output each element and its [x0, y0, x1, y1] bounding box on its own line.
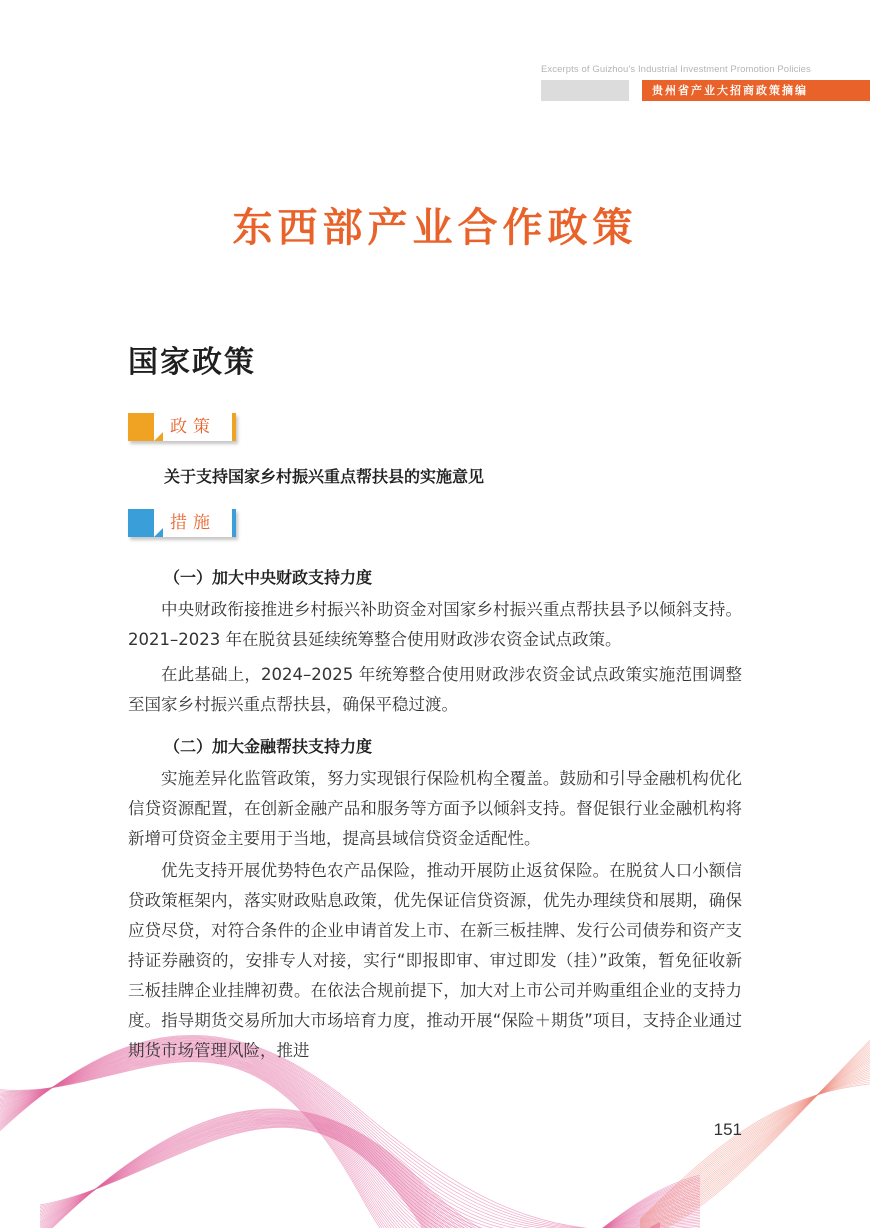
- wave-line: [40, 1114, 660, 1228]
- wave-line: [0, 1049, 700, 1228]
- wave-line: [640, 1055, 870, 1228]
- policy-tag-edge: [232, 413, 236, 441]
- wave-line: [0, 1057, 700, 1228]
- wave-line: [40, 1116, 660, 1228]
- header-english-subtitle: Excerpts of Guizhou's Industrial Investment Promotion Policies: [541, 64, 811, 75]
- wave-line: [40, 1115, 660, 1228]
- wave-line: [640, 1079, 870, 1220]
- wave-line: [0, 1047, 700, 1228]
- measures-tag: [128, 509, 236, 537]
- wave-line: [640, 1042, 870, 1228]
- wave-line: [40, 1124, 660, 1228]
- wave-line: [40, 1109, 660, 1228]
- wave-line: [0, 1062, 700, 1228]
- wave-line: [0, 1059, 700, 1228]
- wave-line: [640, 1050, 870, 1228]
- wave-line: [40, 1112, 660, 1228]
- header-gray-bar: [541, 80, 629, 101]
- paragraph-1-1: 中央财政衔接推进乡村振兴补助资金对国家乡村振兴重点帮扶县予以倾斜支持。2021–2023 年在脱贫县延续统筹整合使用财政涉农资金试点政策。: [128, 600, 742, 649]
- wave-line: [40, 1122, 660, 1228]
- section-title: 国家政策: [128, 345, 256, 380]
- wave-line: [0, 1054, 700, 1228]
- wave-line: [640, 1074, 870, 1222]
- page-title: 东西部产业合作政策: [232, 205, 638, 251]
- wave-line: [0, 1056, 700, 1228]
- wave-line: [640, 1058, 870, 1228]
- wave-line: [0, 1048, 700, 1228]
- wave-line: [640, 1077, 870, 1221]
- policy-tag-label: 政策: [170, 417, 216, 437]
- wave-line: [0, 1045, 700, 1228]
- policy-tag: [128, 413, 236, 441]
- wave-line: [40, 1122, 660, 1228]
- wave-line: [0, 1044, 700, 1228]
- wave-line: [40, 1123, 660, 1228]
- paragraph-2-2: 优先支持开展优势特色农产品保险，推动开展防止返贫保险。在脱贫人口小额信贷政策框架内，落实财政贴息政策，优先保证信贷资源，优先办理续贷和展期，确保应贷尽贷，对符合条件的企业申请首发上市、在新三板挂牌、发行公司债券和资产支持证券融资的，安排专人对接，实行“即报即审、审过即发（挂）”政策，暂免征收新三板挂牌企业挂牌初费。在依法合规前提下，加大对上市公司并购重组企业的支持力度。指导期货交易所加大市场培育力度，推动开展“保险＋期货”项目，支持企业通过期货市场管理风险，推进: [128, 861, 742, 1060]
- wave-line: [40, 1124, 660, 1228]
- measures-tag-edge: [232, 509, 236, 537]
- wave-line: [40, 1111, 660, 1228]
- header-book-title: 贵州省产业大招商政策摘编: [642, 80, 870, 101]
- page-number: 151: [713, 1120, 742, 1139]
- wave-line: [640, 1063, 870, 1225]
- wave-line: [0, 1039, 700, 1228]
- subsection-heading-1: （一）加大中央财政支持力度: [164, 568, 373, 587]
- wave-line: [0, 1046, 700, 1228]
- paragraph-2-1: 实施差异化监管政策，努力实现银行保险机构全覆盖。鼓励和引导金融机构优化信贷资源配置，在创新金融产品和服务等方面予以倾斜支持。督促银行业金融机构将新增可贷资金主要用于当地，提高县域信贷资金适配性。: [128, 769, 742, 848]
- wave-line: [0, 1039, 700, 1228]
- wave-line: [40, 1110, 660, 1228]
- policy-tag-marker: [128, 413, 154, 441]
- wave-line: [40, 1126, 660, 1228]
- wave-line: [0, 1058, 700, 1228]
- wave-line: [40, 1113, 660, 1228]
- wave-line: [40, 1116, 660, 1228]
- wave-line: [0, 1042, 700, 1228]
- wave-line: [0, 1055, 700, 1228]
- wave-line: [0, 1061, 700, 1228]
- wave-line: [0, 1050, 700, 1228]
- wave-line: [40, 1121, 660, 1228]
- wave-line: [0, 1042, 700, 1228]
- wave-line: [0, 1040, 700, 1228]
- paragraph-1-2: 在此基础上，2024–2025 年统筹整合使用财政涉农资金试点政策实施范围调整至国家乡村振兴重点帮扶县，确保平稳过渡。: [128, 665, 742, 714]
- wave-line: [40, 1127, 660, 1228]
- wave-line: [40, 1110, 660, 1228]
- wave-line: [640, 1061, 870, 1227]
- wave-line: [640, 1069, 870, 1224]
- wave-line: [40, 1127, 660, 1228]
- wave-line: [40, 1113, 660, 1228]
- wave-line: [640, 1039, 870, 1228]
- wave-line: [640, 1047, 870, 1228]
- policy-tag-notch: [154, 432, 163, 441]
- wave-line: [640, 1052, 870, 1228]
- wave-line: [0, 1043, 700, 1228]
- wave-line: [0, 1038, 700, 1228]
- wave-line: [40, 1118, 660, 1228]
- policy-document-name: 关于支持国家乡村振兴重点帮扶县的实施意见: [164, 467, 485, 486]
- measures-tag-label: 措施: [170, 513, 216, 533]
- wave-line: [0, 1058, 700, 1228]
- wave-line: [0, 1051, 700, 1228]
- wave-line: [0, 1053, 700, 1228]
- wave-line: [0, 1050, 700, 1228]
- wave-line: [40, 1120, 660, 1228]
- wave-line: [40, 1117, 660, 1228]
- wave-line: [0, 1046, 700, 1228]
- wave-line: [640, 1082, 870, 1219]
- wave-line: [640, 1071, 870, 1223]
- wave-line: [0, 1060, 700, 1228]
- wave-line: [0, 1052, 700, 1228]
- wave-line: [0, 1054, 700, 1228]
- wave-line: [640, 1044, 870, 1228]
- measures-tag-marker: [128, 509, 154, 537]
- wave-line: [40, 1119, 660, 1228]
- wave-line: [40, 1125, 660, 1228]
- subsection-heading-2: （二）加大金融帮扶支持力度: [164, 737, 373, 756]
- wave-line: [0, 1041, 700, 1228]
- wave-line: [640, 1066, 870, 1225]
- wave-line: [40, 1119, 660, 1228]
- measures-tag-notch: [154, 528, 163, 537]
